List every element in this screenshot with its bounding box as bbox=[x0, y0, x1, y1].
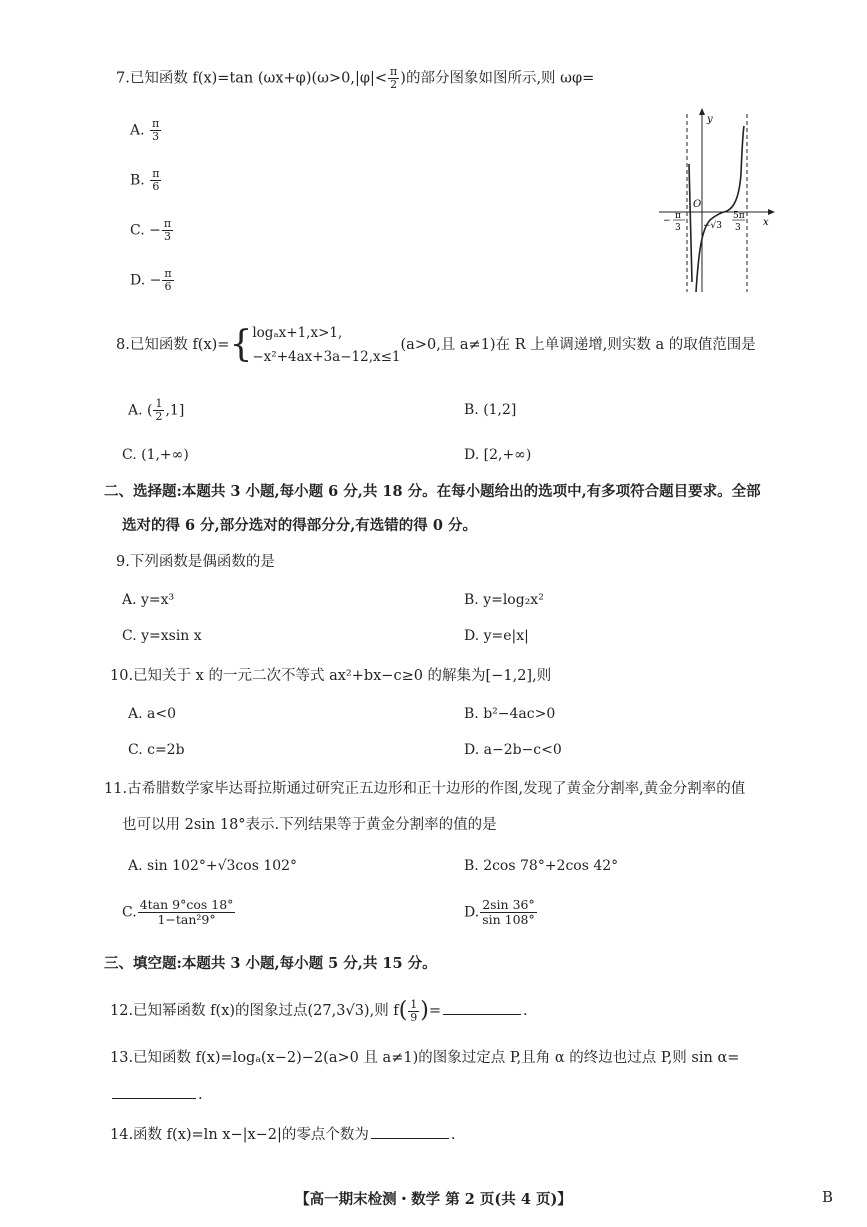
tick-left-num: π bbox=[675, 211, 681, 221]
q9-option-c: C. y=xsin x bbox=[122, 628, 202, 644]
q9-option-a: A. y=x³ bbox=[122, 592, 175, 608]
tick-right-den: 3 bbox=[735, 223, 741, 233]
tick-left-sign: − bbox=[663, 216, 671, 226]
q7-tan-graph bbox=[655, 104, 780, 294]
q12-stem: 12.已知幂函数 f(x)的图象过点(27,3√3),则 f( $\frac{1}{9}$ )= . bbox=[110, 997, 528, 1024]
q7-option-d: D. − $\frac{\pi}{6}$ bbox=[130, 267, 172, 293]
q9-stem: 9.下列函数是偶函数的是 bbox=[116, 554, 275, 570]
q10-option-b: B. b²−4ac>0 bbox=[464, 706, 556, 722]
q11-option-b: B. 2cos 78°+2cos 42° bbox=[464, 858, 619, 874]
tick-left-den: 3 bbox=[675, 223, 681, 233]
paper-version: B bbox=[822, 1188, 834, 1206]
q9-option-b: B. y=log₂x² bbox=[464, 592, 544, 608]
q13-answer-blank[interactable] bbox=[112, 1084, 196, 1099]
section3-heading: 三、填空题:本题共 3 小题,每小题 5 分,共 15 分。 bbox=[104, 955, 437, 972]
q12-answer-blank[interactable] bbox=[443, 1000, 521, 1015]
q7-stem: 7.已知函数 f(x)=tan (ωx+φ)(ω>0,|φ|< $\frac{\pi}{2}$ )的部分图象如图所示,则 ωφ= bbox=[116, 65, 595, 91]
y-axis-label: y bbox=[707, 114, 713, 125]
q13-stem-line1: 13.已知函数 f(x)=logₐ(x−2)−2(a>0 且 a≠1)的图象过定点 P,且角 α 的终边也过点 P,则 sin α= bbox=[110, 1050, 740, 1066]
q14-stem: 14.函数 f(x)=ln x−|x−2|的零点个数为 . bbox=[110, 1124, 456, 1145]
q11-option-d: D. $\frac{2\sin 36^\circ}{\sin 108^\circ}$ bbox=[464, 897, 535, 927]
page-footer: 【高一期末检测・数学 第 2 页(共 4 页)】 bbox=[295, 1191, 572, 1208]
origin-label: O bbox=[693, 199, 702, 210]
q13-answer-line: . bbox=[110, 1084, 203, 1105]
q8-stem: 8.已知函数 f(x)={ logₐx+1,x>1, −x²+4ax+3a−12,x≤1 (a>0,且 a≠1)在 R 上单调递增,则实数 a 的取值范围是 bbox=[116, 320, 756, 370]
q7-option-a: A. $\frac{\pi}{3}$ bbox=[130, 117, 160, 143]
q14-answer-blank[interactable] bbox=[371, 1124, 449, 1139]
curve-left-branch bbox=[689, 164, 692, 282]
y-axis-arrow bbox=[699, 108, 705, 115]
curve-main-branch bbox=[696, 126, 744, 292]
q8-option-c: C. (1,+∞) bbox=[122, 447, 189, 463]
section2-heading-line1: 二、选择题:本题共 3 小题,每小题 6 分,共 18 分。在每小题给出的选项中,有多项符合题目要求。全部 bbox=[104, 483, 761, 500]
tick-y-label: −√3 bbox=[703, 221, 723, 231]
q8-option-a: A. ( $\frac{1}{2}$ ,1] bbox=[128, 397, 185, 423]
q11-option-c: C. $\frac{4\tan 9^\circ\cos 18^\circ}{\text{1−tan²9°}}$ bbox=[122, 897, 234, 927]
q8-option-b: B. (1,2] bbox=[464, 402, 517, 418]
x-axis-label: x bbox=[763, 217, 769, 228]
tick-right-num: 5π bbox=[733, 211, 745, 221]
q7-cond-fraction: $\frac{\pi}{2}$ bbox=[390, 65, 398, 91]
q8-brace: { bbox=[229, 324, 253, 365]
q11-option-a: A. sin 102°+√3cos 102° bbox=[128, 858, 298, 874]
q7-option-c: C. − $\frac{\pi}{3}$ bbox=[130, 217, 172, 243]
x-axis-arrow bbox=[768, 209, 775, 215]
q10-option-a: A. a<0 bbox=[128, 706, 176, 722]
q10-option-d: D. a−2b−c<0 bbox=[464, 742, 562, 758]
q10-option-c: C. c=2b bbox=[128, 742, 185, 758]
section2-heading-line2: 选对的得 6 分,部分选对的得部分分,有选错的得 0 分。 bbox=[122, 517, 477, 534]
q8-option-d: D. [2,+∞) bbox=[464, 447, 532, 463]
q11-stem-line1: 11.古希腊数学家毕达哥拉斯通过研究正五边形和正十边形的作图,发现了黄金分割率,黄金分割率的值 bbox=[104, 781, 746, 797]
q8-pieces: logₐx+1,x>1, −x²+4ax+3a−12,x≤1 bbox=[252, 325, 401, 365]
q10-stem: 10.已知关于 x 的一元二次不等式 ax²+bx−c≥0 的解集为[−1,2],则 bbox=[110, 668, 552, 684]
q11-stem-line2: 也可以用 2sin 18°表示.下列结果等于黄金分割率的值的是 bbox=[122, 817, 497, 833]
q9-option-d: D. y=e|x| bbox=[464, 628, 529, 644]
q7-option-b: B. $\frac{\pi}{6}$ bbox=[130, 167, 160, 193]
